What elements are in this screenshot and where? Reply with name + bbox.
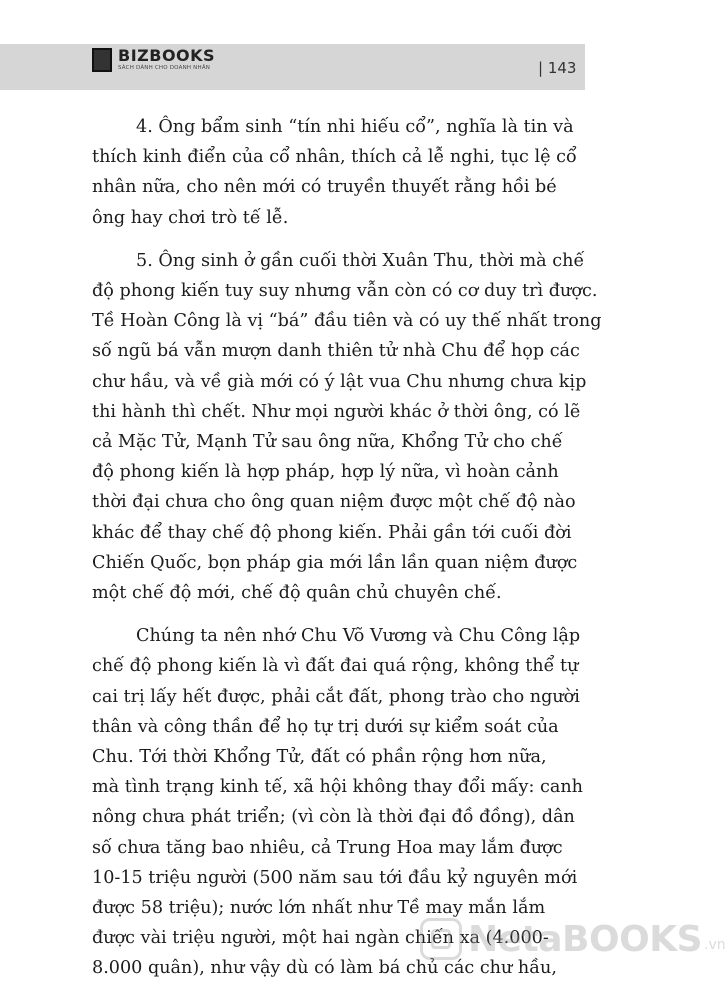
text-line: Tề Hoàn Công là vị “bá” đầu tiên và có uy thế nhất trong	[92, 311, 602, 332]
text-line: được vài triệu người, một hai ngàn chiến xa (4.000-	[92, 928, 549, 949]
text-line: khác để thay chế độ phong kiến. Phải gần tới cuối đời	[92, 522, 572, 543]
text-line: Chu. Tới thời Khổng Tử, đất có phần rộng hơn nữa,	[92, 747, 547, 768]
text-line: 8.000 quân), như vậy dù có làm bá chủ các chư hầu,	[92, 958, 557, 979]
text-line: 10-15 triệu người (500 năm sau tới đầu kỷ nguyên mới	[92, 867, 578, 888]
text-line: được 58 triệu); nước lớn nhất như Tề may mắn lắm	[92, 898, 546, 919]
text-line: số ngũ bá vẫn mượn danh thiên tử nhà Chu để họp các	[92, 341, 580, 362]
netabooks-logo-icon	[420, 918, 462, 960]
text-line: số chưa tăng bao nhiêu, cả Trung Hoa may lắm được	[92, 837, 563, 858]
text-line: 5. Ông sinh ở gần cuối thời Xuân Thu, thời mà chế	[136, 250, 585, 271]
watermark-text: NetaBOOKS	[468, 918, 703, 960]
text-line: mà tình trạng kinh tế, xã hội không thay đổi mấy: canh	[92, 777, 584, 798]
header-bar	[0, 44, 585, 90]
text-line: nông chưa phát triển; (vì còn là thời đại đồ đồng), dân	[92, 807, 575, 828]
text-line: chư hầu, và về già mới có ý lật vua Chu nhưng chưa kịp	[92, 371, 587, 392]
text-line: thân và công thần để họ tự trị dưới sự kiểm soát của	[92, 716, 559, 737]
text-line: thích kinh điển của cổ nhân, thích cả lễ nghi, tục lệ cổ	[92, 147, 577, 168]
brand-name: BIZBOOKS	[118, 46, 216, 66]
text-line: thi hành thì chết. Như mọi người khác ở thời ông, có lẽ	[92, 401, 581, 422]
brand-tagline: SÁCH DÀNH CHO DOANH NHÂN	[118, 65, 211, 72]
paragraph	[92, 246, 602, 608]
page-number: | 143	[538, 59, 577, 77]
text-line: độ phong kiến tuy suy nhưng vẫn còn có cơ duy trì được.	[92, 281, 598, 302]
text-line: cả Mặc Tử, Mạnh Tử sau ông nữa, Khổng Tử cho chế	[92, 432, 563, 453]
text-line: cai trị lấy hết được, phải cắt đất, phong trào cho người	[92, 686, 580, 707]
text-line: chế độ phong kiến là vì đất đai quá rộng, không thể tự	[92, 656, 579, 677]
text-line: một chế độ mới, chế độ quân chủ chuyên chế.	[92, 583, 502, 604]
paragraph	[92, 112, 580, 233]
watermark	[420, 918, 726, 960]
text-line: 4. Ông bẩm sinh “tín nhi hiếu cổ”, nghĩa là tin và	[136, 117, 574, 137]
text-line: thời đại chưa cho ông quan niệm được một chế độ nào	[92, 492, 576, 513]
text-line: Chúng ta nên nhớ Chu Võ Vương và Chu Công lập	[136, 626, 581, 647]
bizbooks-logo-icon	[92, 48, 112, 72]
text-line: độ phong kiến là hợp pháp, hợp lý nữa, vì hoàn cảnh	[92, 462, 559, 483]
text-line: Chiến Quốc, bọn pháp gia mới lần lần quan niệm được	[92, 552, 578, 573]
watermark-suffix: .vn	[704, 937, 726, 953]
text-line: ông hay chơi trò tế lễ.	[92, 207, 289, 228]
text-line: nhân nữa, cho nên mới có truyền thuyết rằng hồi bé	[92, 177, 557, 198]
publisher-logo	[92, 48, 215, 72]
